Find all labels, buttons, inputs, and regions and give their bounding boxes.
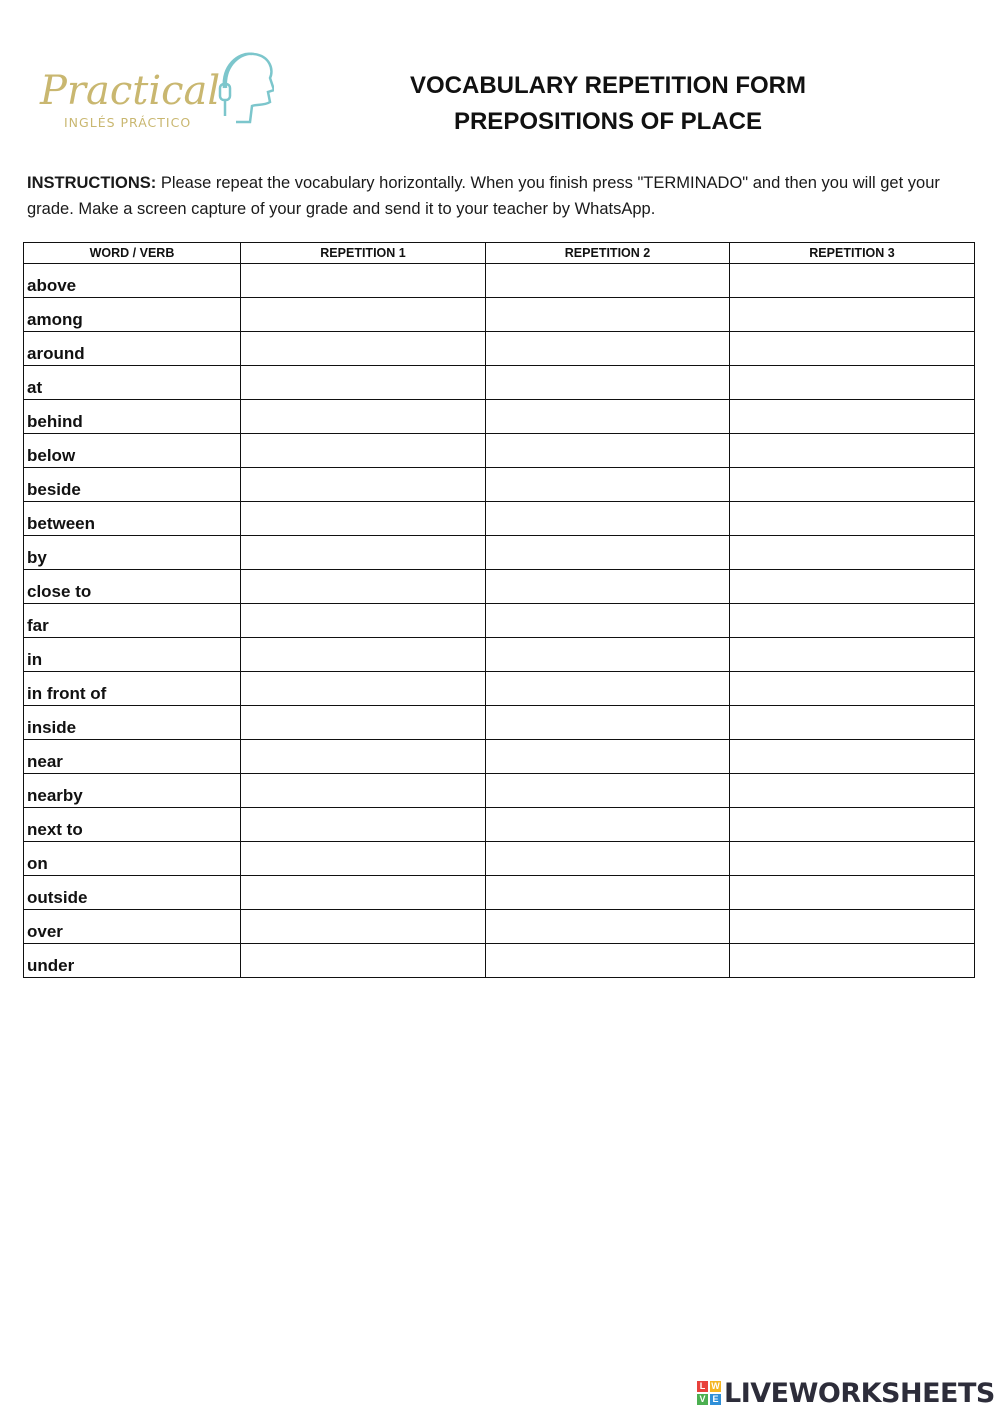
table-row (24, 570, 975, 604)
repetition-2-input[interactable] (486, 570, 730, 604)
repetition-2-input[interactable] (486, 468, 730, 502)
repetition-1-input[interactable] (241, 774, 486, 808)
repetition-1-input[interactable] (241, 910, 486, 944)
repetition-2-input[interactable] (486, 740, 730, 774)
table-row (24, 638, 975, 672)
table-row (24, 774, 975, 808)
instructions-lead: INSTRUCTIONS: (27, 174, 157, 192)
word-cell: nearby (24, 774, 241, 808)
repetition-1-input[interactable] (241, 298, 486, 332)
lw-icon-tile: V (697, 1394, 708, 1405)
page-title (408, 68, 808, 140)
repetition-2-input[interactable] (486, 502, 730, 536)
repetition-2-input[interactable] (486, 876, 730, 910)
lw-icon-tile: L (697, 1381, 708, 1392)
repetition-1-input[interactable] (241, 876, 486, 910)
headphones-head-icon (220, 54, 274, 122)
repetition-2-input[interactable] (486, 298, 730, 332)
table-row (24, 604, 975, 638)
repetition-1-input[interactable] (241, 502, 486, 536)
repetition-2-input[interactable] (486, 808, 730, 842)
repetition-2-input[interactable] (486, 366, 730, 400)
word-cell: between (24, 502, 241, 536)
table-row (24, 366, 975, 400)
repetition-3-input[interactable] (730, 366, 975, 400)
liveworksheets-icon (697, 1381, 721, 1405)
repetition-2-input[interactable] (486, 604, 730, 638)
word-cell: far (24, 604, 241, 638)
table-row (24, 468, 975, 502)
repetition-3-input[interactable] (730, 468, 975, 502)
table-row (24, 706, 975, 740)
header-repetition-1: REPETITION 1 (241, 243, 486, 264)
repetition-3-input[interactable] (730, 400, 975, 434)
table-row (24, 808, 975, 842)
table-row (24, 944, 975, 978)
repetition-2-input[interactable] (486, 434, 730, 468)
repetition-2-input[interactable] (486, 842, 730, 876)
repetition-1-input[interactable] (241, 400, 486, 434)
repetition-1-input[interactable] (241, 638, 486, 672)
header-repetition-3: REPETITION 3 (730, 243, 975, 264)
instructions (27, 170, 977, 222)
table-row (24, 298, 975, 332)
repetition-3-input[interactable] (730, 944, 975, 978)
word-cell: around (24, 332, 241, 366)
word-cell: near (24, 740, 241, 774)
repetition-3-input[interactable] (730, 502, 975, 536)
word-cell: over (24, 910, 241, 944)
table-row (24, 434, 975, 468)
header-repetition-2: REPETITION 2 (486, 243, 730, 264)
table-row (24, 842, 975, 876)
repetition-2-input[interactable] (486, 672, 730, 706)
practical-logo-graphic (38, 48, 274, 134)
repetition-1-input[interactable] (241, 434, 486, 468)
word-cell: beside (24, 468, 241, 502)
table-header-row (24, 243, 975, 264)
repetition-3-input[interactable] (730, 638, 975, 672)
repetition-3-input[interactable] (730, 332, 975, 366)
repetition-3-input[interactable] (730, 876, 975, 910)
word-cell: below (24, 434, 241, 468)
table-row (24, 536, 975, 570)
table-row (24, 672, 975, 706)
repetition-1-input[interactable] (241, 570, 486, 604)
word-cell: among (24, 298, 241, 332)
repetition-2-input[interactable] (486, 264, 730, 298)
repetition-1-input[interactable] (241, 740, 486, 774)
word-cell: inside (24, 706, 241, 740)
repetition-3-input[interactable] (730, 298, 975, 332)
repetition-3-input[interactable] (730, 434, 975, 468)
word-cell: under (24, 944, 241, 978)
repetition-3-input[interactable] (730, 910, 975, 944)
repetition-1-input[interactable] (241, 842, 486, 876)
repetition-3-input[interactable] (730, 706, 975, 740)
table-row (24, 502, 975, 536)
word-cell: above (24, 264, 241, 298)
word-cell: on (24, 842, 241, 876)
repetition-3-input[interactable] (730, 536, 975, 570)
liveworksheets-wordmark: LIVEWORKSHEETS (724, 1377, 995, 1409)
repetition-3-input[interactable] (730, 774, 975, 808)
word-cell: behind (24, 400, 241, 434)
table-row (24, 400, 975, 434)
repetition-1-input[interactable] (241, 706, 486, 740)
repetition-2-input[interactable] (486, 400, 730, 434)
table-row (24, 332, 975, 366)
table-row (24, 910, 975, 944)
logo-script-text: Practical (40, 68, 221, 114)
title-line-1: VOCABULARY REPETITION FORM (409, 72, 806, 99)
repetition-3-input[interactable] (730, 808, 975, 842)
word-cell: at (24, 366, 241, 400)
repetition-3-input[interactable] (730, 672, 975, 706)
repetition-1-input[interactable] (241, 264, 486, 298)
repetition-1-input[interactable] (241, 536, 486, 570)
word-cell: outside (24, 876, 241, 910)
repetition-2-input[interactable] (486, 910, 730, 944)
repetition-3-input[interactable] (730, 264, 975, 298)
word-cell: in front of (24, 672, 241, 706)
repetition-2-input[interactable] (486, 706, 730, 740)
lw-icon-tile: E (710, 1394, 721, 1405)
repetition-1-input[interactable] (241, 468, 486, 502)
repetition-1-input[interactable] (241, 366, 486, 400)
repetition-3-input[interactable] (730, 604, 975, 638)
repetition-2-input[interactable] (486, 332, 730, 366)
repetition-2-input[interactable] (486, 944, 730, 978)
repetition-1-input[interactable] (241, 808, 486, 842)
word-cell: by (24, 536, 241, 570)
repetition-1-input[interactable] (241, 332, 486, 366)
repetition-3-input[interactable] (730, 570, 975, 604)
repetition-2-input[interactable] (486, 638, 730, 672)
lw-icon-tile: W (711, 1381, 720, 1391)
word-cell: in (24, 638, 241, 672)
repetition-2-input[interactable] (486, 536, 730, 570)
word-cell: next to (24, 808, 241, 842)
repetition-1-input[interactable] (241, 944, 486, 978)
repetition-1-input[interactable] (241, 672, 486, 706)
liveworksheets-brand (697, 1375, 995, 1411)
repetition-1-input[interactable] (241, 604, 486, 638)
logo-subtitle: INGLÉS PRÁCTICO (64, 115, 192, 130)
practical-logo (38, 48, 274, 134)
repetition-2-input[interactable] (486, 774, 730, 808)
table-row (24, 876, 975, 910)
instructions-text: Please repeat the vocabulary horizontally. When you finish press "TERMINADO" and then you will get your grade. Make a screen capture of your grade and send it to your teacher by WhatsApp. (27, 174, 940, 218)
repetition-3-input[interactable] (730, 740, 975, 774)
title-line-2: PREPOSITIONS OF PLACE (453, 108, 763, 135)
header-word-verb: WORD / VERB (24, 243, 241, 264)
repetition-table (23, 242, 975, 978)
table-row (24, 740, 975, 774)
table-row (24, 264, 975, 298)
repetition-3-input[interactable] (730, 842, 975, 876)
word-cell: close to (24, 570, 241, 604)
